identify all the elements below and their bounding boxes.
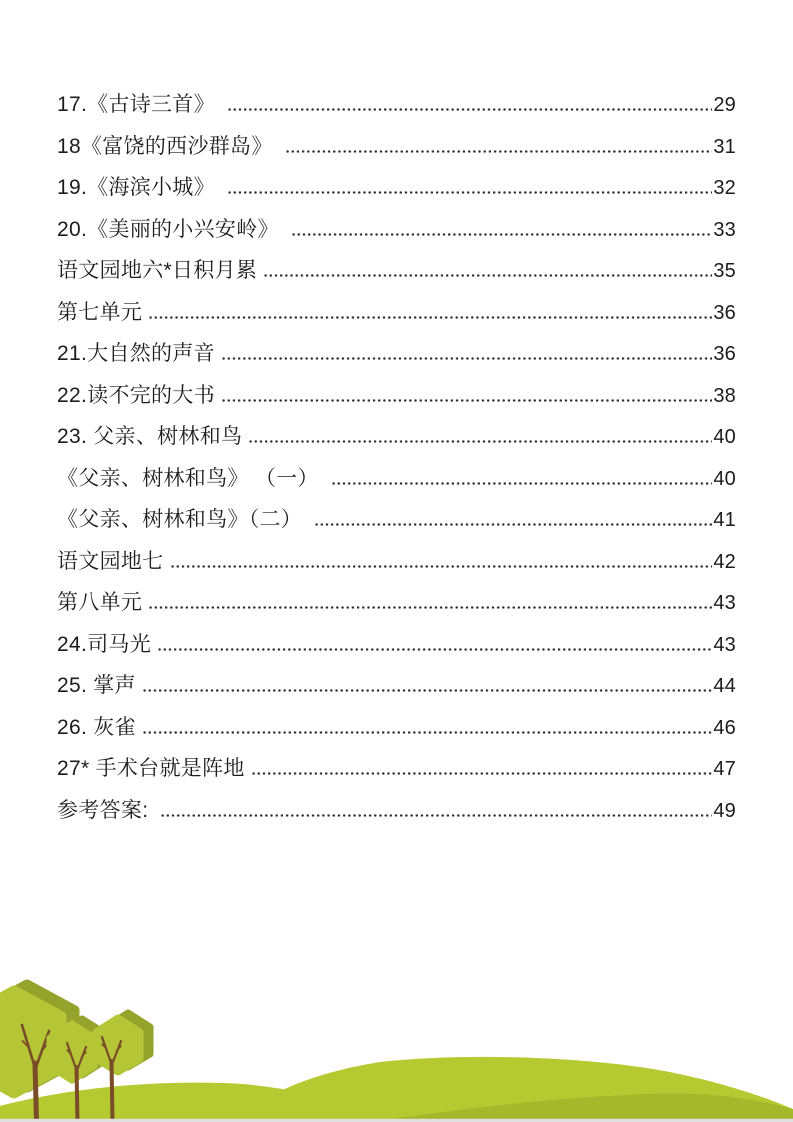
dot-leader [142, 731, 713, 734]
toc-row[interactable] [57, 245, 736, 287]
dot-leader [291, 233, 712, 236]
toc-entry-label: 参考答案: [57, 798, 155, 822]
toc-entry-page: 40 [713, 467, 736, 490]
toc-entry-label: 23. 父亲、树林和鸟 [57, 425, 243, 448]
toc-entry-page: 40 [713, 426, 736, 448]
dot-leader [157, 648, 712, 651]
dot-leader [314, 523, 712, 526]
toc-entry-label: 24.司马光 [57, 632, 151, 656]
toc-entry-page: 46 [713, 716, 736, 739]
toc-row[interactable] [57, 328, 736, 370]
dot-leader [285, 150, 713, 153]
toc-entry-page: 42 [713, 550, 736, 573]
dot-leader [221, 357, 712, 360]
toc-entry-label: 27* 手术台就是阵地 [57, 757, 245, 780]
toc-entry-page: 43 [713, 592, 736, 614]
toc-row[interactable] [57, 411, 736, 453]
toc-entry-label: 19.《海滨小城》 [57, 176, 222, 199]
toc-entry-label: 第八单元 [57, 591, 143, 614]
toc-entry-page: 32 [713, 177, 736, 199]
toc-entry-page: 43 [713, 633, 736, 656]
toc-row[interactable] [57, 702, 736, 744]
toc-row[interactable] [57, 79, 736, 121]
toc-entry-label: 《父亲、树林和鸟》 （一） [57, 466, 325, 490]
toc-row[interactable] [57, 619, 736, 661]
dot-leader [160, 814, 712, 817]
dot-leader [263, 274, 712, 277]
footer-landscape-graphic [0, 957, 793, 1122]
toc-entry-page: 36 [713, 301, 736, 324]
dot-leader [142, 689, 713, 692]
toc-entry-page: 38 [713, 384, 736, 407]
dot-leader [221, 399, 712, 402]
toc-entry-label: 18《富饶的西沙群岛》 [57, 134, 279, 158]
toc-row[interactable] [57, 577, 736, 619]
toc-row[interactable] [57, 660, 736, 702]
toc-list [57, 79, 736, 826]
toc-row[interactable] [57, 743, 736, 785]
toc-entry-page: 36 [713, 343, 736, 365]
toc-row[interactable] [57, 494, 736, 536]
toc-row[interactable] [57, 785, 736, 827]
toc-row[interactable] [57, 204, 736, 246]
toc-entry-page: 47 [713, 758, 736, 780]
dot-leader [248, 440, 712, 443]
dot-leader [148, 316, 712, 319]
dot-leader [170, 565, 713, 568]
toc-row[interactable] [57, 162, 736, 204]
toc-entry-label: 25. 掌声 [57, 674, 136, 697]
toc-entry-page: 33 [713, 218, 736, 241]
toc-entry-label: 《父亲、树林和鸟》（二） [57, 508, 309, 531]
toc-row[interactable] [57, 536, 736, 578]
toc-row[interactable] [57, 287, 736, 329]
toc-entry-label: 语文园地七 [57, 549, 164, 573]
dot-leader [331, 482, 712, 485]
dot-leader [148, 606, 712, 609]
toc-entry-label: 26. 灰雀 [57, 715, 136, 739]
toc-entry-label: 语文园地六*日积月累 [57, 259, 258, 282]
toc-entry-page: 49 [713, 799, 736, 822]
toc-row[interactable] [57, 453, 736, 495]
toc-entry-label: 第七单元 [57, 300, 143, 324]
toc-entry-page: 41 [713, 509, 736, 531]
toc-entry-page: 29 [713, 94, 736, 116]
tree-foliage-front [50, 1024, 94, 1080]
dot-leader [227, 191, 712, 194]
toc-row[interactable] [57, 121, 736, 163]
dot-leader [227, 108, 712, 111]
toc-entry-page: 44 [713, 675, 736, 697]
toc-entry-label: 20.《美丽的小兴安岭》 [57, 217, 285, 241]
toc-entry-label: 22.读不完的大书 [57, 383, 215, 407]
toc-row[interactable] [57, 370, 736, 412]
toc-entry-page: 35 [713, 260, 736, 282]
toc-entry-label: 17.《古诗三首》 [57, 93, 222, 116]
toc-entry-label: 21.大自然的声音 [57, 342, 215, 365]
dot-leader [251, 772, 713, 775]
toc-entry-page: 31 [713, 135, 736, 158]
